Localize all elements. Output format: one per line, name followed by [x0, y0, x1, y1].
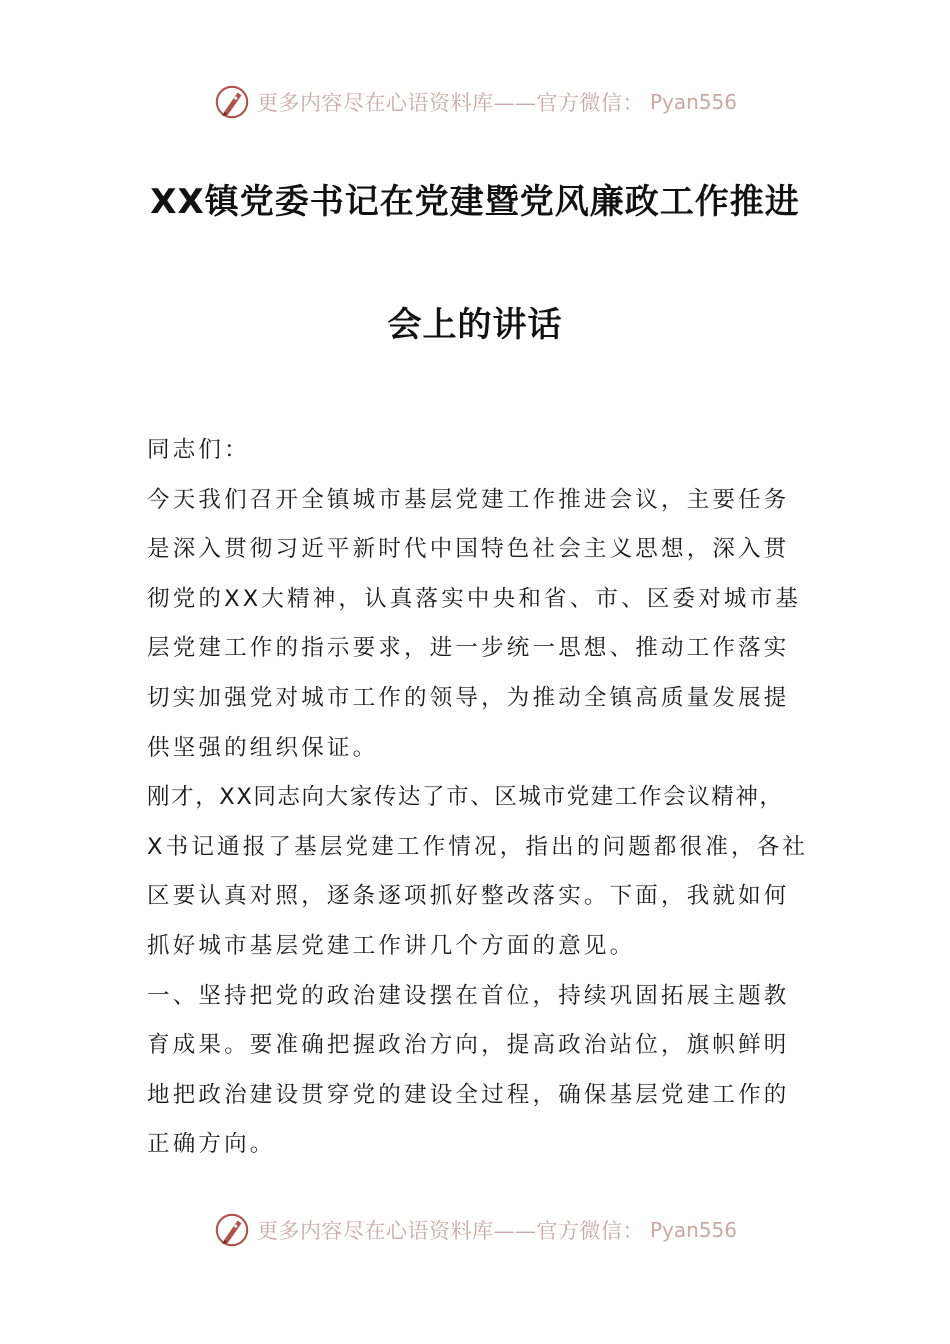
- body-line: 育成果。要准确把握政治方向，提高政治站位，旗帜鲜明: [147, 1032, 790, 1059]
- body-line: 是深入贯彻习近平新时代中国特色社会主义思想，深入贯: [147, 536, 790, 563]
- body-line: 抓好城市基层党建工作讲几个方面的意见。: [147, 932, 636, 959]
- body-line: 供坚强的组织保证。: [147, 734, 379, 761]
- body-line: 切实加强党对城市工作的领导，为推动全镇高质量发展提: [147, 684, 790, 711]
- body-line: 彻党的XX大精神，认真落实中央和省、市、区委对城市基: [147, 585, 802, 612]
- body-line: 层党建工作的指示要求，进一步统一思想、推动工作落实: [147, 635, 790, 662]
- body-line: 正确方向。: [147, 1131, 276, 1158]
- document-body: [147, 426, 807, 1170]
- watermark-wechat-id: Pyan556: [649, 90, 737, 114]
- footer-watermark: [0, 1208, 950, 1252]
- body-line: X书记通报了基层党建工作情况，指出的问题都很准，各社: [147, 833, 809, 860]
- watermark-text: 更多内容尽在心语资料库——官方微信：: [256, 91, 644, 115]
- header-watermark: [0, 80, 950, 124]
- body-line: 同志们：: [147, 437, 250, 463]
- pen-nib-logo-icon: [213, 1211, 251, 1249]
- body-line: 地把政治建设贯穿党的建设全过程，确保基层党建工作的: [147, 1081, 790, 1108]
- watermark-wechat-id: Pyan556: [649, 1218, 737, 1242]
- body-line: 今天我们召开全镇城市基层党建工作推进会议，主要任务: [147, 486, 790, 513]
- document-title-line-1: XX镇党委书记在党建暨党风廉政工作推进: [150, 182, 800, 222]
- pen-nib-logo-icon: [213, 83, 251, 121]
- body-line: 一、坚持把党的政治建设摆在首位，持续巩固拓展主题教: [147, 982, 790, 1009]
- document-title-line-2: 会上的讲话: [387, 305, 563, 345]
- body-line: 刚才，XX同志向大家传达了市、区城市党建工作会议精神，: [147, 784, 784, 811]
- body-line: 区要认真对照，逐条逐项抓好整改落实。下面，我就如何: [147, 883, 790, 910]
- watermark-text: 更多内容尽在心语资料库——官方微信：: [256, 1219, 644, 1243]
